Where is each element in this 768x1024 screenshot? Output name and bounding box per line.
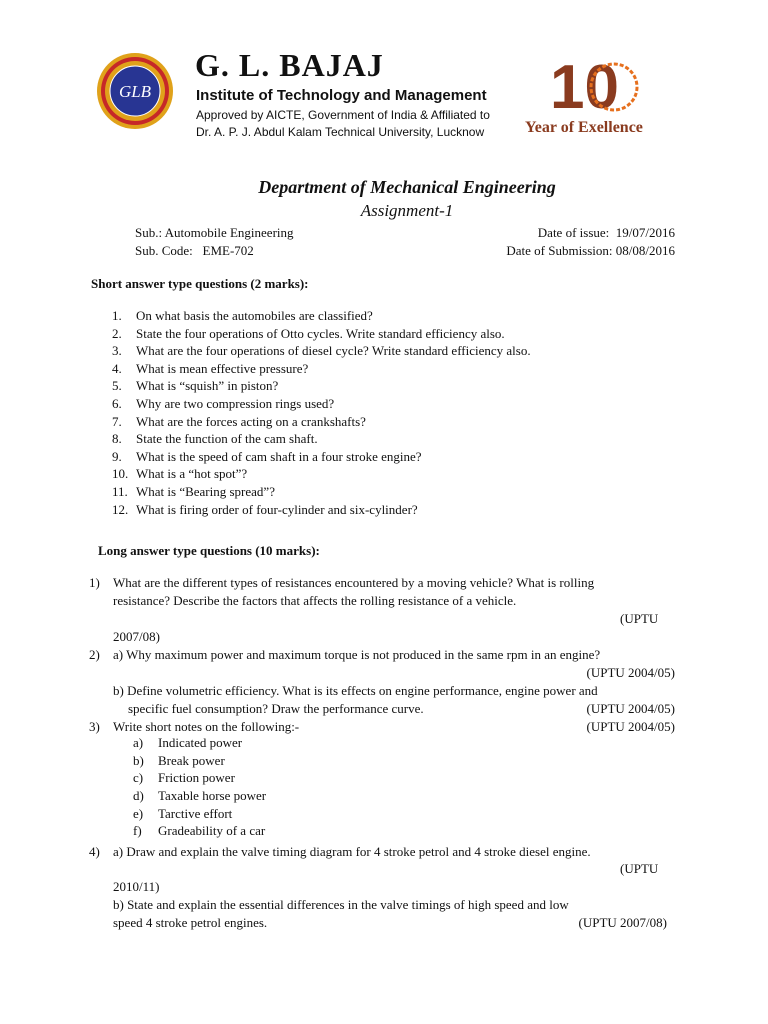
question-number: 5.	[112, 378, 122, 394]
question-number: 10.	[112, 466, 129, 482]
list-item	[112, 360, 531, 378]
question-text: Write short notes on the following:-	[113, 719, 300, 734]
institute-subtitle: Institute of Technology and Management	[196, 87, 487, 104]
question-number: 3.	[112, 343, 122, 359]
list-item	[133, 769, 266, 787]
short-question-list	[112, 307, 531, 518]
question-number: 3)	[89, 719, 100, 734]
list-item	[133, 752, 266, 770]
institute-seal-logo	[96, 52, 174, 130]
list-item	[112, 307, 531, 325]
question-reference: (UPTU 2007/08)	[578, 915, 667, 930]
list-item	[112, 430, 531, 448]
question-text: Why are two compression rings used?	[136, 395, 335, 411]
list-item	[112, 325, 531, 343]
date-of-submission: Date of Submission: 08/08/2016	[506, 243, 675, 258]
item-letter: b)	[133, 752, 144, 768]
list-item	[133, 822, 266, 840]
item-text: Friction power	[158, 770, 235, 786]
question-text: a) Why maximum power and maximum torque is not produced in the same rpm in an engine?	[113, 647, 601, 662]
item-text: Break power	[158, 752, 225, 768]
question-number: 7.	[112, 413, 122, 429]
list-item	[133, 805, 266, 823]
list-item	[133, 787, 266, 805]
department-title: Department of Mechanical Engineering	[258, 177, 556, 197]
item-letter: d)	[133, 788, 144, 804]
question-text: What is mean effective pressure?	[136, 360, 309, 376]
question-text: What are the forces acting on a crankshafts?	[136, 413, 366, 429]
question-number: 1)	[89, 575, 100, 590]
anniversary-logo	[520, 48, 680, 140]
question-text: b) State and explain the essential differences in the valve timings of high speed and low	[113, 897, 569, 912]
question-text: What is a “hot spot”?	[136, 466, 248, 482]
question-number: 2.	[112, 325, 122, 341]
svg-text:GLB: GLB	[118, 82, 152, 101]
question-text: specific fuel consumption? Draw the performance curve.	[128, 701, 424, 716]
question-reference: (UPTU 2004/05)	[586, 719, 675, 734]
question-number: 12.	[112, 501, 129, 517]
list-item	[112, 395, 531, 413]
question-number: 4)	[89, 844, 100, 859]
question-text: What are the four operations of diesel cycle? Write standard efficiency also.	[136, 343, 531, 359]
list-item	[112, 342, 531, 360]
subject: Sub.: Automobile Engineering	[135, 225, 294, 240]
item-letter: e)	[133, 805, 144, 821]
short-notes-list	[133, 734, 266, 840]
question-number: 4.	[112, 360, 122, 376]
question-text: What is “squish” in piston?	[136, 378, 279, 394]
list-item	[112, 413, 531, 431]
list-item	[112, 483, 531, 501]
question-number: 6.	[112, 395, 122, 411]
question-text: State the four operations of Otto cycles. Write standard efficiency also.	[136, 325, 505, 341]
list-item	[133, 734, 266, 752]
short-answer-heading: Short answer type questions (2 marks):	[91, 276, 309, 291]
question-number: 8.	[112, 431, 122, 447]
subject-code: Sub. Code: EME-702	[135, 243, 254, 258]
question-text: a) Draw and explain the valve timing diagram for 4 stroke petrol and 4 stroke diesel engine.	[113, 844, 591, 859]
item-letter: a)	[133, 735, 144, 750]
list-item	[112, 465, 531, 483]
item-letter: c)	[133, 770, 144, 786]
question-text: What is firing order of four-cylinder and six-cylinder?	[136, 501, 418, 517]
approval-line-1: Approved by AICTE, Government of India & Affiliated to	[196, 108, 490, 122]
question-number: 1.	[112, 308, 122, 323]
question-text: resistance? Describe the factors that affects the rolling resistance of a vehicle.	[113, 593, 517, 608]
institute-name: G. L. BAJAJ	[195, 47, 384, 83]
item-text: Gradeability of a car	[158, 823, 266, 839]
question-reference: (UPTU	[620, 611, 659, 626]
question-text: What is the speed of cam shaft in a four stroke engine?	[136, 448, 422, 464]
question-reference: (UPTU	[620, 861, 659, 876]
question-number: 2)	[89, 647, 100, 662]
question-text: speed 4 stroke petrol engines.	[113, 915, 268, 930]
item-text: Taxable horse power	[158, 788, 267, 804]
list-item	[112, 501, 531, 519]
list-item	[112, 448, 531, 466]
question-text: What is “Bearing spread”?	[136, 483, 275, 499]
question-number: 11.	[112, 483, 128, 499]
question-reference: (UPTU 2004/05)	[586, 665, 675, 680]
svg-text:Year of Exellence: Year of Exellence	[525, 119, 643, 136]
item-letter: f)	[133, 823, 142, 839]
question-text: What are the different types of resistances encountered by a moving vehicle? What is rolling	[113, 575, 595, 590]
question-reference: 2007/08)	[113, 629, 160, 644]
date-of-issue: Date of issue: 19/07/2016	[537, 225, 675, 240]
long-answer-heading: Long answer type questions (10 marks):	[98, 543, 320, 558]
question-text: State the function of the cam shaft.	[136, 431, 318, 447]
question-reference: 2010/11)	[113, 879, 160, 894]
svg-text:10: 10	[550, 53, 619, 122]
item-text: Indicated power	[158, 735, 243, 750]
assignment-title: Assignment-1	[360, 201, 454, 220]
question-text: On what basis the automobiles are classified?	[136, 308, 373, 323]
question-text: b) Define volumetric efficiency. What is its effects on engine performance, engine power and	[113, 683, 598, 698]
approval-line-2: Dr. A. P. J. Abdul Kalam Technical University, Lucknow	[196, 125, 485, 139]
list-item	[112, 377, 531, 395]
question-number: 9.	[112, 448, 122, 464]
item-text: Tarctive effort	[158, 805, 233, 821]
question-reference: (UPTU 2004/05)	[586, 701, 675, 716]
